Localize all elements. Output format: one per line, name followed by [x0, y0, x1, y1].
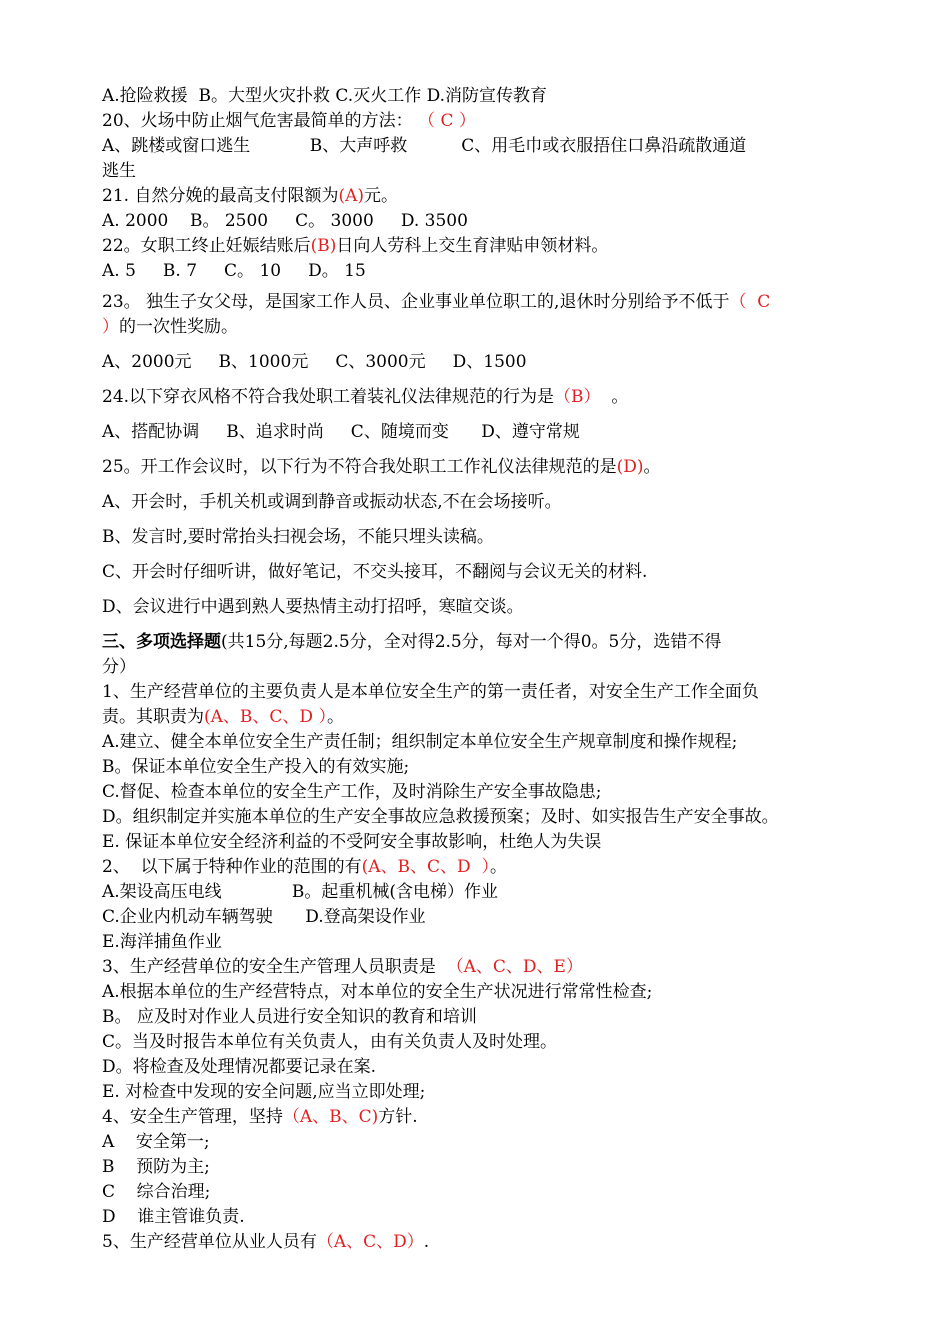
body-text: A.建立、健全本单位安全生产责任制；组织制定本单位安全生产规章制度和操作规程; — [102, 732, 738, 752]
text-line — [102, 1105, 854, 1130]
text-line — [102, 930, 854, 955]
body-text: A.架设高压电线 B。起重机械(含电梯）作业 — [102, 882, 499, 902]
body-text: 责。其职责为 — [102, 707, 204, 727]
body-text: B 预防为主; — [102, 1157, 210, 1177]
text-line — [102, 84, 854, 109]
text-line — [102, 705, 854, 730]
body-text: A.抢险救援 B。大型火灾扑救 C.灭火工作 D.消防宣传教育 — [102, 86, 548, 106]
body-text: D。组织制定并实施本单位的生产安全事故应急救援预案；及时、如实报告生产安全事故。 — [102, 807, 779, 827]
body-text: C.督促、检查本单位的安全生产工作，及时消除生产安全事故隐患; — [102, 782, 602, 802]
body-text: 。 — [600, 387, 629, 407]
body-text: 元。 — [364, 186, 398, 206]
text-line — [102, 109, 854, 134]
document-page — [102, 84, 854, 1255]
body-text: 4、安全生产管理，坚持 — [102, 1107, 283, 1127]
body-text: C.企业内机动车辆驾驶 D.登高架设作业 — [102, 907, 426, 927]
body-text: A、开会时，手机关机或调到静音或振动状态,不在会场接听。 — [102, 492, 562, 512]
body-text: D。将检查及处理情况都要记录在案. — [102, 1057, 377, 1077]
text-line — [102, 730, 854, 755]
answer-text: （A、C、D、E） — [446, 957, 583, 977]
text-line — [102, 315, 854, 340]
body-text: E. 对检查中发现的安全问题,应当立即处理; — [102, 1082, 426, 1102]
text-line — [102, 259, 854, 284]
body-text: 方针. — [378, 1107, 418, 1127]
text-line — [102, 1080, 854, 1105]
text-line — [102, 209, 854, 234]
text-line — [102, 655, 854, 680]
text-line — [102, 134, 854, 159]
text-line — [102, 980, 854, 1005]
body-text: 21. 自然分娩的最高支付限额为 — [102, 186, 339, 206]
text-line — [102, 595, 854, 620]
text-line — [102, 630, 854, 655]
body-text: 20、火场中防止烟气危害最简单的方法： — [102, 111, 419, 131]
body-text: 的一次性奖励。 — [119, 317, 238, 337]
text-line — [102, 1030, 854, 1055]
text-line — [102, 350, 854, 375]
text-line — [102, 830, 854, 855]
body-text: 22。女职工终止妊娠结账后 — [102, 236, 311, 256]
body-text: C 综合治理; — [102, 1182, 211, 1202]
body-text: 分） — [102, 657, 136, 677]
text-line — [102, 290, 854, 315]
body-text: D 谁主管谁负责. — [102, 1207, 245, 1227]
text-line — [102, 1205, 854, 1230]
answer-text: (A、B、C、D ） — [204, 707, 327, 727]
text-line — [102, 1055, 854, 1080]
body-text: 2、 以下属于特种作业的范围的有 — [102, 857, 362, 877]
text-line — [102, 1130, 854, 1155]
text-line — [102, 234, 854, 259]
body-text: (共15分,每题2.5分，全对得2.5分，每对一个得0。5分，选错不得 — [221, 632, 722, 652]
body-text: 。 — [643, 457, 661, 477]
body-text: 1、生产经营单位的主要负责人是本单位安全生产的第一责任者，对安全生产工作全面负 — [102, 682, 759, 702]
body-text: C。当及时报告本单位有关负责人，由有关负责人及时处理。 — [102, 1032, 558, 1052]
text-line — [102, 1180, 854, 1205]
body-text: 24.以下穿衣风格不符合我处职工着装礼仪法律规范的行为是 — [102, 387, 555, 407]
body-text: B。 应及时对作业人员进行安全知识的教育和培训 — [102, 1007, 477, 1027]
body-text: E.海洋捕鱼作业 — [102, 932, 222, 952]
text-line — [102, 680, 854, 705]
answer-text: (A) — [338, 186, 364, 206]
text-line — [102, 560, 854, 585]
answer-text: （B） — [554, 387, 601, 407]
text-line — [102, 880, 854, 905]
body-text: A 安全第一; — [102, 1132, 210, 1152]
text-line — [102, 780, 854, 805]
body-text: . — [423, 1232, 430, 1252]
section-heading: 三、多项选择题 — [102, 632, 221, 652]
answer-text: (A、B、C、D ） — [361, 857, 490, 877]
body-text: A. 2000 B。 2500 C。 3000 D. 3500 — [102, 211, 468, 231]
text-line — [102, 955, 854, 980]
body-text: C、开会时仔细听讲，做好笔记，不交头接耳，不翻阅与会议无关的材料. — [102, 562, 648, 582]
text-line — [102, 755, 854, 780]
answer-text: （ C — [729, 292, 771, 312]
text-line — [102, 525, 854, 550]
answer-text: （A、B、C) — [282, 1107, 379, 1127]
body-text: A、搭配协调 B、追求时尚 C、随境而变 D、遵守常规 — [102, 422, 580, 442]
text-line — [102, 490, 854, 515]
text-line — [102, 1230, 854, 1255]
answer-text: (B) — [310, 236, 337, 256]
body-text: 23。 独生子女父母，是国家工作人员、企业事业单位职工的,退休时分别给予不低于 — [102, 292, 730, 312]
answer-text: (D) — [616, 457, 644, 477]
body-text: 25。开工作会议时，以下行为不符合我处职工工作礼仪法律规范的是 — [102, 457, 617, 477]
body-text: 5、生产经营单位从业人员有 — [102, 1232, 317, 1252]
body-text: A. 5 B. 7 C。 10 D。 15 — [102, 261, 366, 281]
text-line — [102, 905, 854, 930]
body-text: D、会议进行中遇到熟人要热情主动打招呼，寒暄交谈。 — [102, 597, 524, 617]
body-text: 。 — [489, 857, 507, 877]
body-text: 日向人劳科上交生育津贴申领材料。 — [336, 236, 609, 256]
text-line — [102, 455, 854, 480]
text-line — [102, 1005, 854, 1030]
body-text: B、发言时,要时常抬头扫视会场，不能只埋头读稿。 — [102, 527, 494, 547]
text-line — [102, 1155, 854, 1180]
body-text: 逃生 — [102, 161, 136, 181]
text-line — [102, 385, 854, 410]
body-text: E. 保证本单位安全经济利益的不受阿安全事故影响，杜绝人为失误 — [102, 832, 602, 852]
body-text: 3、生产经营单位的安全生产管理人员职责是 — [102, 957, 447, 977]
text-line — [102, 420, 854, 445]
body-text: A.根据本单位的生产经营特点，对本单位的安全生产状况进行常常性检查; — [102, 982, 653, 1002]
body-text: A、2000元 B、1000元 C、3000元 D、1500 — [102, 352, 527, 372]
text-line — [102, 184, 854, 209]
body-text: B。保证本单位安全生产投入的有效实施; — [102, 757, 410, 777]
text-line — [102, 855, 854, 880]
answer-text: （A、C、D） — [316, 1232, 424, 1252]
answer-text: （ C ） — [418, 111, 476, 131]
text-line — [102, 159, 854, 184]
body-text: A、跳楼或窗口逃生 B、大声呼救 C、用毛巾或衣服捂住口鼻沿疏散通道 — [102, 136, 747, 156]
text-line — [102, 805, 854, 830]
body-text: 。 — [326, 707, 344, 727]
answer-text: ） — [102, 317, 119, 337]
